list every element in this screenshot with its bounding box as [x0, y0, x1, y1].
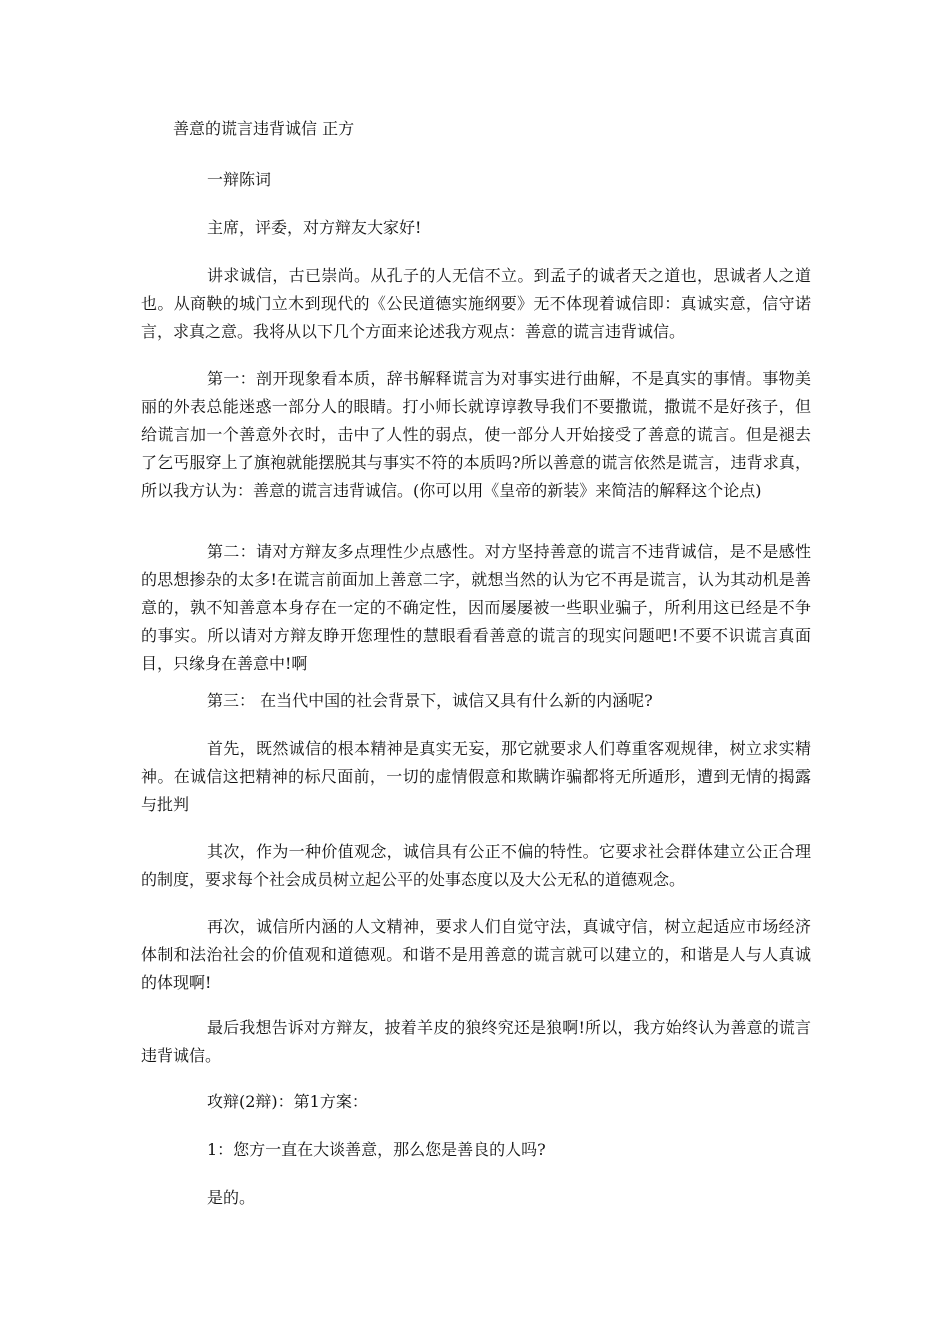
paragraph-finally: 最后我想告诉对方辩友，披着羊皮的狼终究还是狼啊!所以，我方始终认为善意的谎言违背诚信。: [141, 1018, 811, 1065]
paragraph-point-one: 第一：剖开现象看本质，辞书解释谎言为对事实进行曲解，不是真实的事情。事物美丽的外表总能迷惑一部分人的眼睛。打小师长就谆谆教导我们不要撒谎，撒谎不是好孩子，但给谎言加一个善意外衣时，击中了人性的弱点，使一部分人开始接受了善意的谎言。但是褪去了乞丐服穿上了旗袍就能摆脱其与事实不符的本质吗?所以善意的谎言依然是谎言，违背求真，所以我方认为：善意的谎言违背诚信。(你可以用《皇帝的新装》来简洁的解释这个论点): [141, 369, 811, 500]
paragraph-question-one: 1：您方一直在大谈善意，那么您是善良的人吗?: [207, 1140, 546, 1159]
paragraph-point-three: 第三： 在当代中国的社会背景下，诚信又具有什么新的内涵呢?: [207, 691, 653, 710]
document-title: 善意的谎言违背诚信 正方: [173, 119, 355, 138]
paragraph-secondly: 其次，作为一种价值观念，诚信具有公正不偏的特性。它要求社会群体建立公正合理的制度，要求每个社会成员树立起公平的处事态度以及大公无私的道德观念。: [141, 842, 811, 889]
paragraph-answer-one: 是的。: [207, 1188, 256, 1207]
paragraph-greeting: 主席，评委，对方辩友大家好!: [207, 218, 422, 237]
paragraph-cross-exam-heading: 攻辩(2辩)：第1方案：: [207, 1092, 368, 1111]
paragraph-intro: 讲求诚信，古已崇尚。从孔子的人无信不立。到孟子的诚者天之道也，思诚者人之道也。从商鞅的城门立木到现代的《公民道德实施纲要》无不体现着诚信即：真诚实意，信守诺言，求真之意。我将从以下几个方面来论述我方观点：善意的谎言违背诚信。: [141, 266, 811, 341]
paragraph-speech-heading: 一辩陈词: [207, 170, 272, 189]
paragraph-point-two: 第二：请对方辩友多点理性少点感性。对方坚持善意的谎言不违背诚信，是不是感性的思想掺杂的太多!在谎言前面加上善意二字，就想当然的认为它不再是谎言，认为其动机是善意的，孰不知善意本身存在一定的不确定性，因而屡屡被一些职业骗子，所利用这已经是不争的事实。所以请对方辩友睁开您理性的慧眼看看善意的谎言的现实问题吧!不要不识谎言真面目，只缘身在善意中!啊: [141, 542, 811, 673]
paragraph-thirdly: 再次，诚信所内涵的人文精神，要求人们自觉守法，真诚守信，树立起适应市场经济体制和法治社会的价值观和道德观。和谐不是用善意的谎言就可以建立的，和谐是人与人真诚的体现啊!: [141, 917, 811, 992]
paragraph-firstly: 首先，既然诚信的根本精神是真实无妄，那它就要求人们尊重客观规律，树立求实精神。在诚信这把精神的标尺面前，一切的虚情假意和欺瞒诈骗都将无所遁形，遭到无情的揭露与批判: [141, 739, 811, 814]
